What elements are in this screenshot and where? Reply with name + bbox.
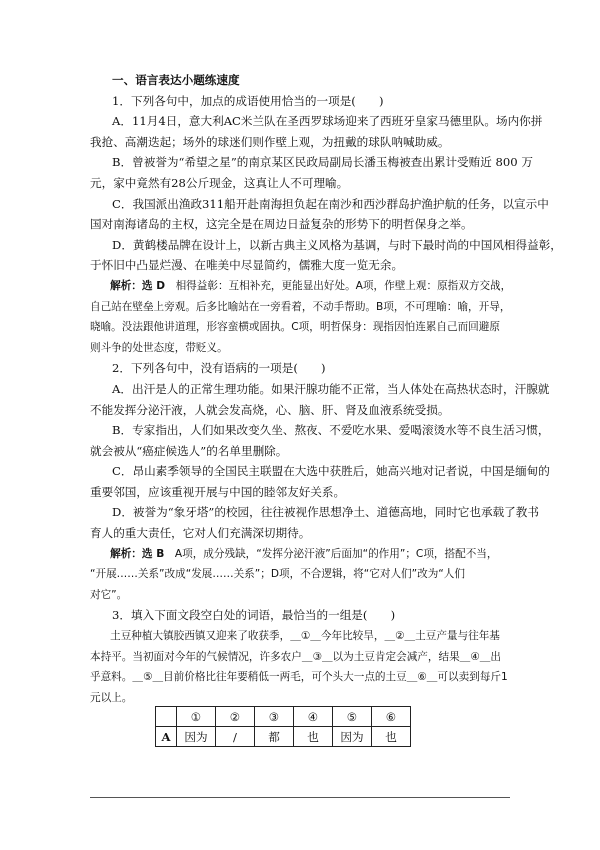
q1-option-c-line2: 国对南海诸岛的主权，这完全是在周边日益复杂的形势下的明哲保身之举。 [90,217,473,232]
q1-answer-line4: 则斗争的处世态度，带贬义。 [90,341,228,354]
table-cell: 也 [294,727,333,747]
table-header-cell: ⑤ [333,707,372,727]
q2-answer-text1: A项，成分残缺，“发挥分泌汗液”后面加“的作用”；C项，搭配不当， [174,547,498,560]
q3-stem: 3．填入下面文段空白处的词语，最恰当的一组是( ) [112,608,396,623]
q1-option-c-line1: C．我国派出渔政311船开赴南海担负起在南沙和西沙群岛护渔护航的任务，以宣示中 [112,196,549,211]
table-cell: 因为 [177,727,216,747]
table-header-cell [156,707,177,727]
q2-answer-line2: “开展……关系”改成“发展……关系”；D项，不合逻辑，将“它对人们”改为“人们 [90,568,465,581]
q2-option-a-line1: A．出汗是人的正常生理功能。如果汗腺功能不正常，当人体处在高热状态时，汗腺就 [112,381,550,396]
q1-stem: 1．下列各句中，加点的成语使用恰当的一项是( ) [112,93,384,108]
q3-passage-line3: 乎意料。＿⑤＿目前价格比往年要稍低一两毛，可个头大一点的土豆＿⑥＿可以卖到每斤1 [90,671,508,684]
table-header-cell: ③ [255,707,294,727]
document-content [90,70,562,708]
q2-answer-line1 [90,544,516,565]
q2-answer-label: 解析：选 B [110,547,175,560]
table-header-cell: ⑥ [372,707,411,727]
table-header-cell: ① [177,707,216,727]
table-cell: 因为 [333,727,372,747]
table-row-label: A [156,727,177,747]
q3-passage-line2: 本持平。当初面对今年的气候情况，许多农户＿③＿以为土豆肯定会减产，结果＿④＿出 [90,650,501,663]
q1-answer-text1: 相得益彰：互相补充，更能显出好处。A项，作壁上观：原指双方交战， [175,279,512,292]
q2-option-a-line2: 不能发挥分泌汗液，人就会发高烧，心、脑、肝、肾及血液系统受损。 [90,402,450,417]
section-title: 一、语言表达小题练速度 [112,73,240,87]
q1-option-b-line1: B．曾被誉为“希望之星”的南京某区民政局副局长潘玉梅被查出累计受贿近 800 万 [112,155,533,170]
q1-answer-label: 解析：选 D [110,279,176,292]
table-cell: 也 [372,727,411,747]
q2-option-d-line2: 育人的重大责任，它对人们充满深切期待。 [90,526,311,541]
q3-passage-line4: 元以上。 [90,691,133,704]
q2-option-c-line1: C．昂山素季领导的全国民主联盟在大选中获胜后，她高兴地对记者说，中国是缅甸的 [112,464,550,479]
q1-option-b-line2: 元，家中竟然有28公斤现金，这真让人不可理喻。 [90,175,349,190]
q2-option-b-line1: B．专家指出，人们如果改变久坐、熬夜、不爱吃水果、爱喝滚烫水等不良生活习惯， [112,423,550,438]
table-cell: / [216,727,255,747]
q1-option-a-line2: 我抢、高潮迭起；场外的球迷们则作壁上观，为扭戴的球队呐喊助威。 [90,134,450,149]
table-row [156,727,411,747]
q1-answer-line3: 晓喻。没法跟他讲道理，形容蛮横或固执。C项，明哲保身：现指因怕连累自己而回避原 [90,321,500,334]
q2-stem: 2．下列各句中，没有语病的一项是( ) [112,361,326,376]
table-header-row [156,707,411,727]
table-header-cell: ② [216,707,255,727]
q2-option-d-line1: D．被誉为“象牙塔”的校园，往往被视作思想净土、道德高地，同时它也承载了教书 [112,505,539,520]
table-cell: 都 [255,727,294,747]
q2-answer-line3: 对它”。 [90,588,128,601]
q2-option-c-line2: 重要邻国，应该重视开展与中国的睦邻友好关系。 [90,484,346,499]
answer-table [155,706,411,747]
q1-answer-line2: 自己站在壁垒上旁观。后多比喻站在一旁看着，不动手帮助。B项，不可理喻：喻，开导， [90,300,511,313]
q2-option-b-line2: 就会被从“癌症候选人”的名单里删除。 [90,443,288,458]
q1-answer-line1 [90,276,516,297]
table-header-cell: ④ [294,707,333,727]
q1-option-a-line1: A．11月4日，意大利AC米兰队在圣西罗球场迎来了西班牙皇家马德里队。场内你拼 [112,114,543,129]
q1-option-d-line1: D．黄鹤楼品牌在设计上，以新古典主义风格为基调，与时下最时尚的中国风相得益彰， [112,237,562,252]
q1-option-d-line2: 于怀旧中凸显烂漫、在唯美中尽显简约，儒雅大度一览无余。 [90,258,404,273]
q3-passage-line1: 土豆种植大镇胶西镇又迎来了收获季，＿①＿今年比较旱，＿②＿土豆产量与往年基 [110,630,500,643]
footer-divider [90,797,510,798]
